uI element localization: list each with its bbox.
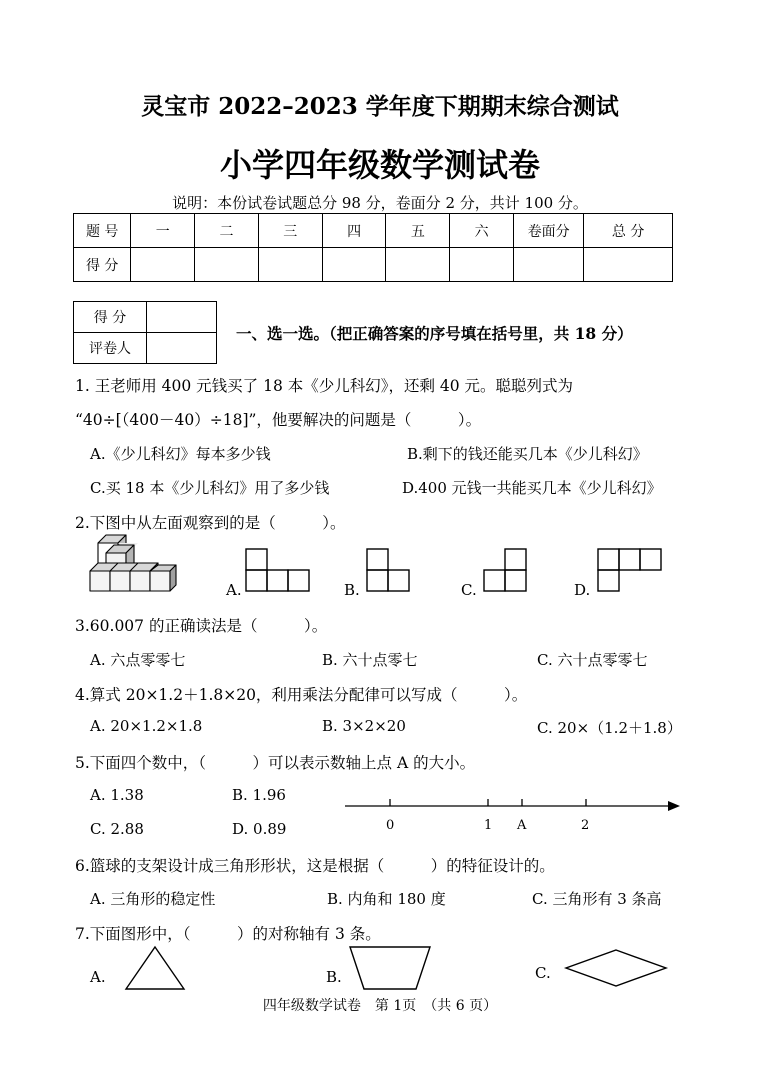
q1-option-b[interactable]: B.剩下的钱还能买几本《少儿科幻》: [407, 445, 648, 463]
score-header-cell: 题 号: [74, 214, 131, 248]
score-cell[interactable]: [131, 248, 195, 282]
score-table-header-row: [74, 214, 673, 248]
q6-option-a[interactable]: A. 三角形的稳定性: [90, 890, 216, 908]
q1-line2: “40÷[（400－40）÷18]”，他要解决的问题是（ ）。: [75, 411, 482, 429]
grader-score-label: 得 分: [74, 302, 147, 333]
q3-option-c[interactable]: C. 六十点零零七: [537, 651, 648, 669]
q4-text: 4.算式 20×1.2＋1.8×20，利用乘法分配律可以写成（ ）。: [75, 686, 528, 704]
exam-title: 灵宝市 2022–2023 学年度下期期末综合测试: [141, 93, 619, 120]
q2-option-a-label[interactable]: A.: [226, 581, 242, 599]
q5-text: 5.下面四个数中，（ ）可以表示数轴上点 A 的大小。: [75, 754, 476, 772]
score-header-cell: 三: [258, 214, 322, 248]
q1-option-d[interactable]: D.400 元钱一共能买几本《少儿科幻》: [402, 479, 662, 497]
score-header-cell: 四: [322, 214, 386, 248]
q2-text: 2.下图中从左面观察到的是（ ）。: [75, 514, 346, 532]
q4-option-b[interactable]: B. 3×2×20: [322, 717, 406, 735]
q7-option-a-label[interactable]: A.: [90, 968, 106, 986]
q6-option-b[interactable]: B. 内角和 180 度: [327, 890, 446, 908]
q4-option-a[interactable]: A. 20×1.2×1.8: [90, 717, 203, 735]
score-header-cell: 二: [195, 214, 259, 248]
grader-name-label: 评卷人: [74, 333, 147, 364]
q2-option-c-figure[interactable]: [483, 548, 529, 593]
axis-label-2: 2: [581, 818, 590, 833]
grader-score-cell[interactable]: [147, 302, 217, 333]
q7-option-b-label[interactable]: B.: [326, 968, 342, 986]
q2-option-d-figure[interactable]: [597, 548, 663, 593]
q6-option-c[interactable]: C. 三角形有 3 条高: [532, 890, 662, 908]
number-line: [340, 796, 685, 816]
q7-triangle-figure[interactable]: [124, 945, 186, 991]
q2-option-d-label[interactable]: D.: [574, 581, 591, 599]
score-cell[interactable]: [450, 248, 514, 282]
exam-note: 说明：本份试卷试题总分 98 分，卷面分 2 分，共计 100 分。: [172, 194, 588, 212]
score-header-cell: 五: [386, 214, 450, 248]
q3-text: 3.60.007 的正确读法是（ ）。: [75, 617, 328, 635]
cube-stack-figure: [86, 535, 176, 600]
q7-rhombus-figure[interactable]: [564, 948, 668, 988]
grader-name-cell[interactable]: [147, 333, 217, 364]
q1-option-c[interactable]: C.买 18 本《少儿科幻》用了多少钱: [90, 479, 330, 497]
page-footer: 四年级数学试卷 第 1页 （共 6 页）: [262, 998, 498, 1014]
axis-label-a: A: [517, 818, 527, 833]
score-header-cell: 六: [450, 214, 514, 248]
score-header-cell: 卷面分: [513, 214, 583, 248]
score-header-cell: 一: [131, 214, 195, 248]
score-cell[interactable]: [258, 248, 322, 282]
q5-option-c[interactable]: C. 2.88: [90, 820, 144, 838]
q1-line1: 1. 王老师用 400 元钱买了 18 本《少儿科幻》，还剩 40 元。聪聪列式为: [75, 377, 574, 395]
q5-option-b[interactable]: B. 1.96: [232, 786, 286, 804]
q2-option-b-label[interactable]: B.: [344, 581, 360, 599]
q2-option-a-figure[interactable]: [245, 548, 311, 593]
q6-text: 6.篮球的支架设计成三角形形状，这是根据（ ）的特征设计的。: [75, 857, 555, 875]
score-cell[interactable]: [322, 248, 386, 282]
q3-option-b[interactable]: B. 六十点零七: [322, 651, 418, 669]
q7-text: 7.下面图形中，（ ）的对称轴有 3 条。: [75, 925, 381, 943]
section1-heading: 一、选一选。（把正确答案的序号填在括号里，共 18 分）: [236, 324, 633, 343]
exam-subtitle: 小学四年级数学测试卷: [219, 146, 540, 184]
score-cell[interactable]: [584, 248, 673, 282]
q4-option-c[interactable]: C. 20×（1.2＋1.8）: [537, 719, 682, 737]
q2-option-c-label[interactable]: C.: [461, 581, 477, 599]
q5-option-a[interactable]: A. 1.38: [90, 786, 144, 804]
q3-option-a[interactable]: A. 六点零零七: [90, 651, 186, 669]
score-cell[interactable]: [513, 248, 583, 282]
q7-option-c-label[interactable]: C.: [535, 964, 551, 982]
score-row-label: 得 分: [74, 248, 131, 282]
q5-option-d[interactable]: D. 0.89: [232, 820, 287, 838]
q7-trapezoid-figure[interactable]: [348, 945, 432, 991]
arrow-right-icon: [668, 801, 680, 811]
score-cell[interactable]: [195, 248, 259, 282]
grader-table: [73, 301, 217, 364]
score-table-score-row: [74, 248, 673, 282]
q2-option-b-figure[interactable]: [366, 548, 412, 593]
axis-label-1: 1: [484, 818, 493, 833]
score-header-cell: 总 分: [584, 214, 673, 248]
axis-label-0: 0: [386, 818, 395, 833]
q1-option-a[interactable]: A.《少儿科幻》每本多少钱: [90, 445, 271, 463]
score-table: [73, 213, 673, 282]
score-cell[interactable]: [386, 248, 450, 282]
